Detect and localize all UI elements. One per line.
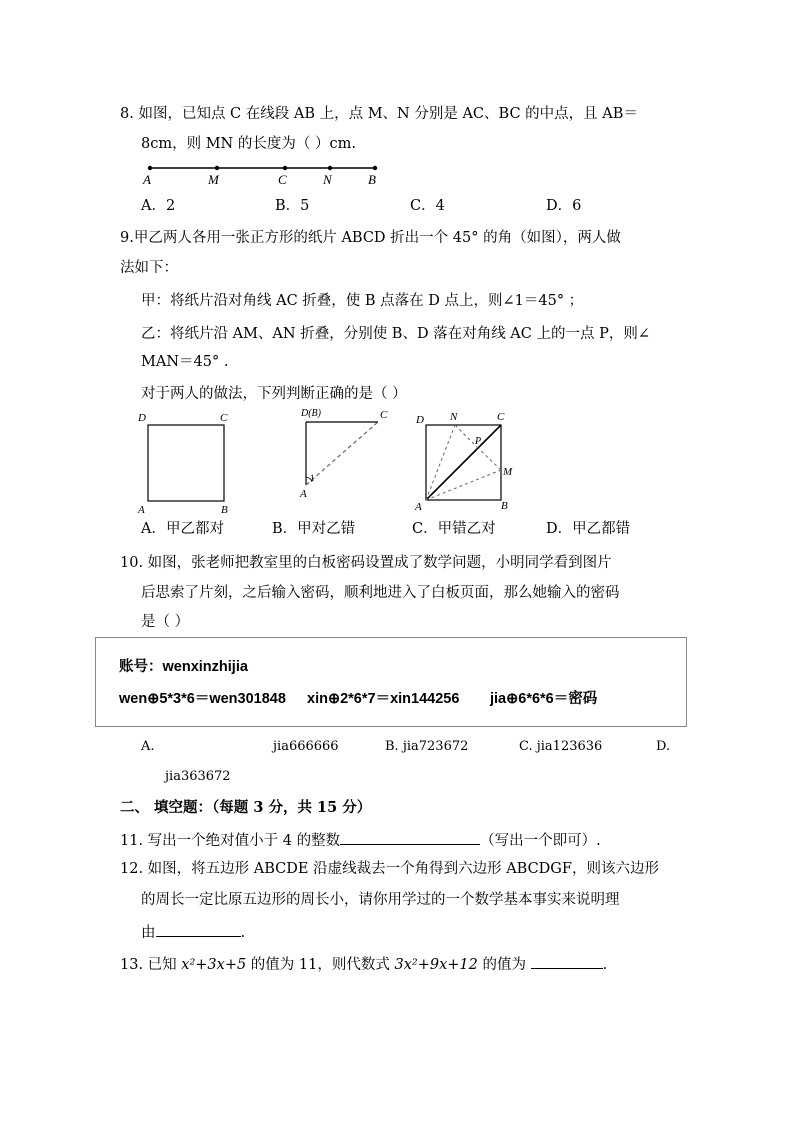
fig3-label-n: N (450, 411, 458, 423)
point-a (148, 166, 152, 170)
q13-answer-blank[interactable] (531, 953, 603, 969)
q11-text-before: 11. 写出一个绝对值小于 4 的整数 (120, 833, 341, 849)
q9-option-c: C．甲错乙对 (412, 521, 496, 537)
q8-segment-figure (138, 160, 398, 192)
q12-line2: 的周长一定比原五边形的周长小，请你用学过的一个数学基本事实来说明理 (141, 892, 620, 908)
q12-text-after: . (240, 925, 246, 941)
q9-figure-fold-yi (412, 405, 522, 515)
q10-equation-jia: jia⊕6*6*6＝密码 (490, 691, 598, 707)
q10-password-box (95, 637, 687, 727)
q9-line6: 对于两人的做法，下列判断正确的是（ ） (141, 386, 407, 402)
fig1-label-d: D (138, 412, 146, 424)
fig1-label-c: C (220, 412, 228, 424)
q11-text-after: （写出一个即可）. (480, 833, 601, 849)
q13-expression-1: x²+3x+5 (181, 957, 247, 973)
fig3-label-c: C (497, 411, 505, 423)
q8-option-b: B．5 (275, 198, 310, 214)
q13-suffix: 的值为 (477, 957, 531, 973)
q9-line1: 9.甲乙两人各用一张正方形的纸片 ABCD 折出一个 45° 的角（如图），两人做 (120, 230, 621, 246)
point-n (328, 166, 332, 170)
fig2-label-a: A (300, 488, 307, 500)
q10-option-d-value: jia363672 (165, 769, 231, 784)
point-m (215, 166, 219, 170)
q10-line2: 后思索了片刻，之后输入密码，顺利地进入了白板页面，那么她输入的密码 (141, 585, 620, 601)
q8-line2: 8cm，则 MN 的长度为（ ）cm. (141, 136, 356, 152)
label-c: C (278, 172, 287, 187)
q8-line1: 8. 如图，已知点 C 在线段 AB 上，点 M、N 分别是 AC、BC 的中点，且 AB＝ (120, 106, 638, 122)
q8-option-d: D．6 (546, 198, 582, 214)
q9-line5: MAN＝45° . (141, 354, 229, 370)
point-b (373, 166, 377, 170)
q10-option-b: B. jia723672 (385, 739, 469, 754)
q13-middle: 的值为 11，则代数式 (246, 957, 395, 973)
fig1-label-a: A (138, 504, 145, 515)
label-m: M (208, 172, 219, 187)
q9-option-a: A．甲乙都对 (141, 521, 224, 537)
q11-answer-blank[interactable] (340, 829, 480, 845)
q9-figure-fold-jia (298, 405, 398, 505)
fig2-label-c: C (380, 409, 388, 421)
q8-option-a: A．2 (141, 198, 176, 214)
q11-line (120, 829, 601, 851)
q10-account-line: 账号：wenxinzhijia (119, 659, 248, 675)
q9-option-b: B．甲对乙错 (272, 521, 356, 537)
q10-line1: 10. 如图，张老师把教室里的白板密码设置成了数学问题，小明同学看到图片 (120, 555, 612, 571)
q12-line3 (141, 921, 245, 943)
q9-line2: 法如下： (120, 260, 178, 276)
q12-line1: 12. 如图，将五边形 ABCDE 沿虚线裁去一个角得到六边形 ABCDGF，则该六边形 (120, 861, 659, 877)
q9-line3: 甲：将纸片沿对角线 AC 折叠，使 B 点落在 D 点上，则∠1＝45° ； (141, 293, 584, 309)
q13-line (120, 953, 607, 975)
fig3-label-a: A (415, 501, 422, 513)
q12-text-before: 由 (141, 925, 156, 941)
fig3-label-p: P (475, 436, 482, 447)
q9-line4: 乙：将纸片沿 AM、AN 折叠，分别使 B、D 落在对角线 AC 上的一点 P，则∠ (141, 326, 650, 342)
q9-figure-square (136, 405, 246, 515)
q12-answer-blank[interactable] (156, 921, 241, 937)
section2-title: 二、 填空题：（每题 3 分，共 15 分） (120, 799, 372, 816)
q13-end: . (602, 957, 608, 973)
q10-equation-wen: wen⊕5*3*6＝wen301848 (119, 691, 286, 707)
q10-equation-xin: xin⊕2*6*7＝xin144256 (307, 691, 460, 707)
q13-prefix: 13. 已知 (120, 957, 182, 973)
q10-option-d-label: D. (656, 739, 671, 754)
label-b: B (368, 172, 376, 187)
q10-option-c: C. jia123636 (519, 739, 603, 754)
q10-option-a-label: A. (141, 739, 155, 754)
q10-line3: 是（ ） (141, 614, 190, 630)
label-n: N (323, 172, 332, 187)
q9-option-d: D．甲乙都错 (546, 521, 631, 537)
fig3-label-d: D (416, 414, 424, 426)
q10-option-a-value: jia666666 (273, 739, 339, 754)
fig2-angle-1: 1 (310, 473, 315, 483)
fig2-label-db: D(B) (301, 408, 321, 419)
fig3-label-m: M (503, 466, 513, 478)
label-a: A (143, 172, 151, 187)
fig3-label-b: B (501, 500, 508, 512)
point-c (283, 166, 287, 170)
q13-expression-2: 3x²+9x+12 (394, 957, 478, 973)
fig1-label-b: B (221, 504, 228, 515)
q8-option-c: C．4 (410, 198, 445, 214)
